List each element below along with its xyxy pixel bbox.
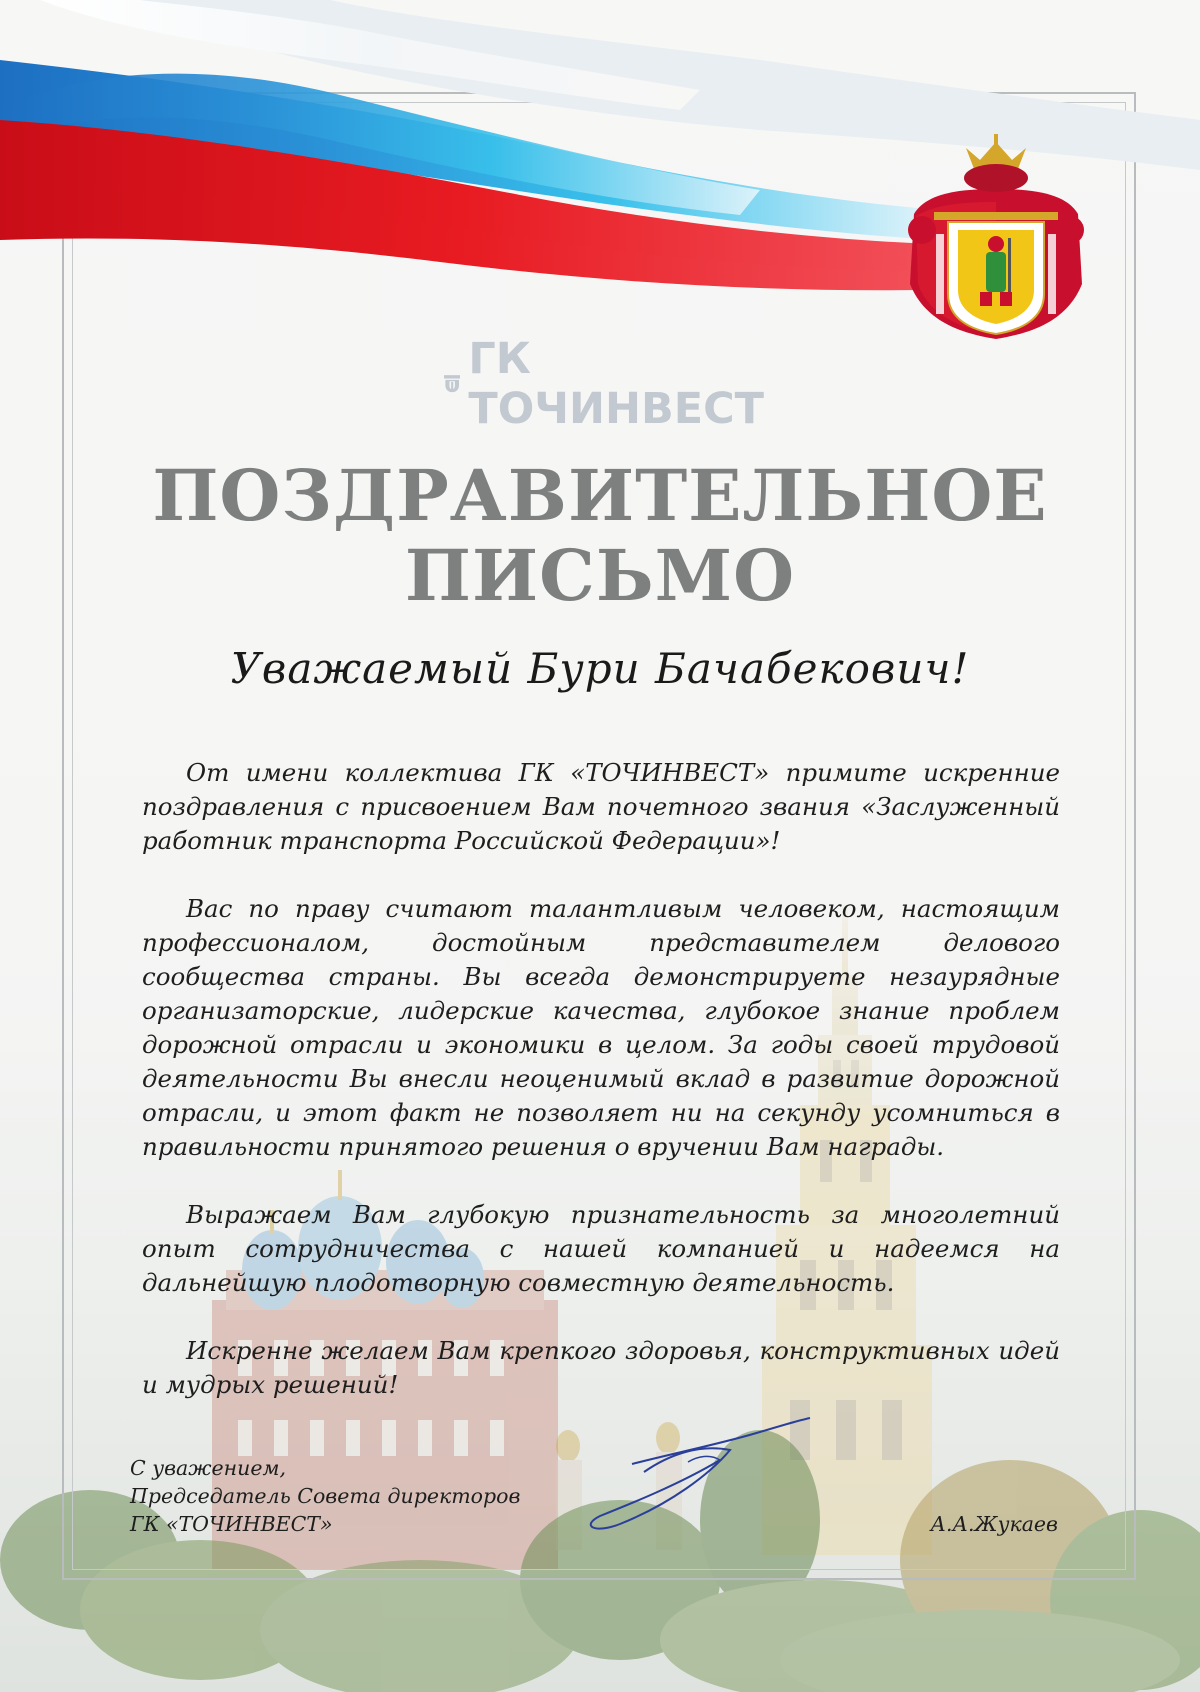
company-logo (444, 334, 765, 434)
title-line-1: ПОЗДРАВИТЕЛЬНОЕ (152, 454, 1048, 537)
paragraph: Вас по праву считают талантливым человеком, настоящим профессионалом, достойным представителем делового сообщества страны. Вы всегда демонстрируете незаурядные организаторские, лидерские качества, глубокое знание проблем дорожной отрасли и экономики в целом. За годы своей трудовой деятельности Вы внесли неоценимый вклад в развитие дорожной отрасли, и этот факт не позволяет ни на секунду усомниться в правильности принятого решения о вручении Вам награды. (142, 894, 1060, 1161)
handwritten-signature (580, 1414, 820, 1564)
company-logo-text: ГК ТОЧИНВЕСТ (468, 334, 765, 434)
paragraph: Выражаем Вам глубокую признательность за многолетний опыт сотрудничества с нашей компанией и надеемся на дальнейшую плодотворную совместную деятельность. (142, 1200, 1060, 1297)
signer-company: ГК «ТОЧИНВЕСТ» (130, 1512, 333, 1536)
signer-position: Председатель Совета директоров (130, 1484, 521, 1508)
document-title (100, 456, 1100, 616)
closing-line: С уважением, (130, 1456, 287, 1480)
signer-name: А.А.Жукаев (930, 1512, 1058, 1536)
title-line-2: ПИСЬМО (404, 534, 796, 617)
coat-of-arms-icon (896, 134, 1096, 344)
greeting: Уважаемый Бури Бачабекович! (230, 644, 970, 693)
company-logo-icon (444, 358, 460, 410)
paragraph: От имени коллектива ГК «ТОЧИНВЕСТ» примите искренние поздравления с присвоением Вам почетного звания «Заслуженный работник транспорта Российской Федерации»! (142, 758, 1060, 855)
signature-block (130, 1454, 520, 1538)
letter-body (142, 756, 1060, 1436)
paragraph: Искренне желаем Вам крепкого здоровья, конструктивных идей и мудрых решений! (142, 1336, 1060, 1399)
